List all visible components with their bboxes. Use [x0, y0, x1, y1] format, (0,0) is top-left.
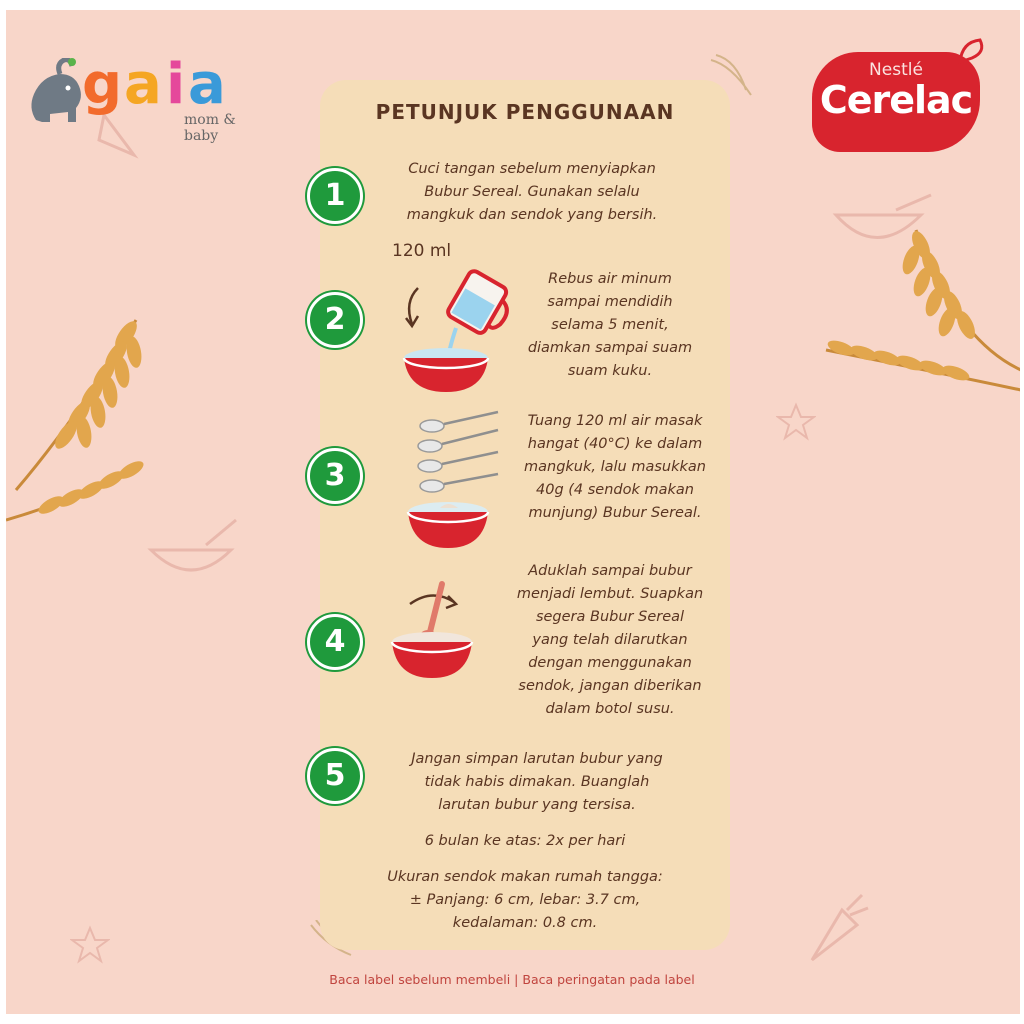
- gaia-logo: [24, 50, 254, 144]
- step-number-1: 1: [307, 168, 363, 224]
- cerelac-logo: [812, 52, 980, 152]
- carrot-outline-icon: [802, 890, 872, 970]
- cerelac-name: Cerelac: [819, 78, 973, 122]
- step-1-text: [372, 158, 692, 227]
- step-number-4: 4: [307, 614, 363, 670]
- gaia-letter: a: [188, 52, 226, 117]
- star-outline-icon: [70, 925, 110, 965]
- step-line: Bubur Sereal. Gunakan selalu: [424, 184, 640, 200]
- instruction-card: [320, 80, 730, 950]
- footer-warning: Baca label sebelum membeli | Baca peringatan pada label: [329, 972, 695, 987]
- gaia-letter: i: [166, 52, 186, 117]
- step-line: 40g (4 sendok makan: [536, 482, 694, 498]
- poster-background: [6, 10, 1020, 1014]
- spoons-bowl-icon: [380, 408, 510, 558]
- step-line: selama 5 menit,: [551, 317, 669, 333]
- step-line: diamkan sampai suam: [527, 340, 693, 356]
- wheat-left-icon: [6, 300, 156, 540]
- step-line: segera Bubur Sereal: [535, 609, 685, 625]
- step-line: Jangan simpan larutan bubur yang: [411, 751, 663, 767]
- step-line: hangat (40°C) ke dalam: [527, 436, 703, 452]
- step-line: Aduklah sampai bubur: [528, 563, 692, 579]
- stirring-bowl-icon: [382, 576, 482, 686]
- gaia-letter: g: [82, 52, 123, 117]
- step-line: Cuci tangan sebelum menyiapkan: [408, 161, 656, 177]
- step-number-2: 2: [307, 292, 363, 348]
- step-line: suam kuku.: [567, 363, 653, 379]
- step-4-text: [490, 560, 730, 721]
- note-line: ± Panjang: 6 cm, lebar: 3.7 cm,: [409, 892, 641, 908]
- step-line: tidak habis dimakan. Buanglah: [424, 774, 650, 790]
- step-2-text: [510, 268, 710, 383]
- step-line: munjung) Bubur Sereal.: [528, 505, 702, 521]
- step-line: sampai mendidih: [547, 294, 673, 310]
- step-line: dalam botol susu.: [545, 701, 675, 717]
- step-line: menjadi lembut. Suapkan: [516, 586, 704, 602]
- volume-label: 120 ml: [392, 241, 452, 261]
- note-line: kedalaman: 0.8 cm.: [452, 915, 598, 931]
- bowl-outline-icon: [826, 190, 936, 260]
- gaia-letter: a: [124, 52, 162, 117]
- step-line: yang telah dilarutkan: [532, 632, 688, 648]
- card-title: PETUNJUK PENGGUNAAN: [375, 100, 675, 124]
- step-line: Tuang 120 ml air masak: [527, 413, 703, 429]
- step-3-text: [500, 410, 730, 525]
- step-line: larutan bubur yang tersisa.: [438, 797, 636, 813]
- step-line: sendok, jangan diberikan: [518, 678, 702, 694]
- spoon-size-note: [320, 866, 730, 935]
- step-5-text: [372, 748, 702, 817]
- step-line: mangkuk dan sendok yang bersih.: [406, 207, 658, 223]
- step-number-5: 5: [307, 748, 363, 804]
- pour-water-bowl-icon: [376, 266, 516, 396]
- step-line: Rebus air minum: [548, 271, 672, 287]
- gaia-tagline: mom & baby: [184, 112, 236, 144]
- cerelac-maker: Nestlé: [869, 60, 923, 80]
- bowl-outline-icon: [146, 515, 246, 585]
- step-number-3: 3: [307, 448, 363, 504]
- frequency-note: 6 bulan ke atas: 2x per hari: [424, 833, 626, 849]
- star-outline-icon: [776, 402, 816, 442]
- note-line: Ukuran sendok makan rumah tangga:: [387, 869, 663, 885]
- elephant-logo-icon: [24, 58, 86, 128]
- step-line: dengan menggunakan: [528, 655, 692, 671]
- step-line: mangkuk, lalu masukkan: [524, 459, 706, 475]
